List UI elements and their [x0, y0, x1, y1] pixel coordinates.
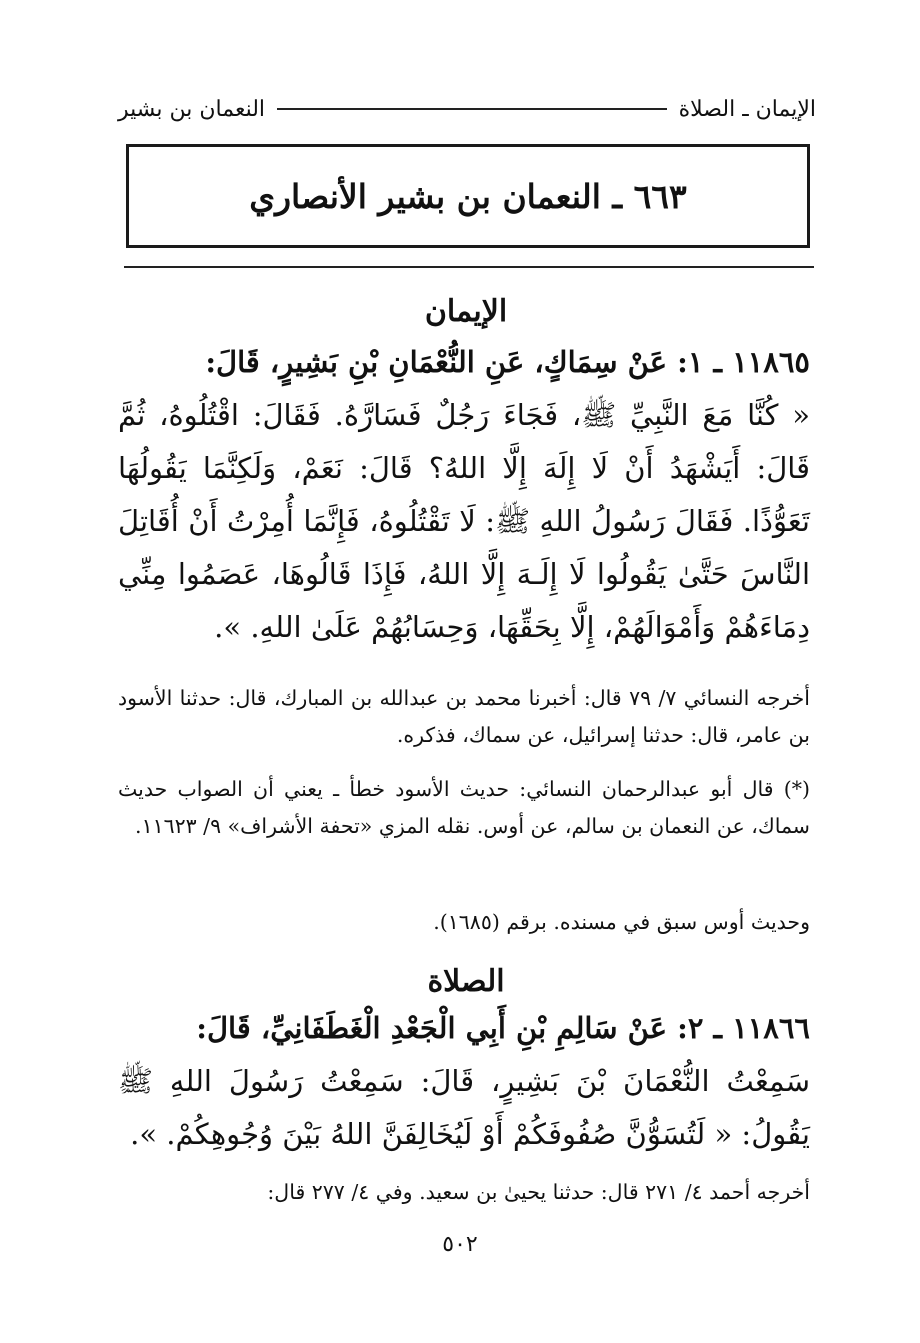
- hadith-text: سَمِعْتُ النُّعْمَانَ بْنَ بَشِيرٍ، قَالَ: سَمِعْتُ رَسُولَ اللهِ ﷺ يَقُولُ: « لَتُسَوُّنَّ صُفُوفَكُمْ أَوْ لَيُخَالِفَنَّ اللهُ بَيْنَ وُجُوهِكُمْ. ».: [118, 1064, 810, 1151]
- hadith-intro-text: ١١٨٦٦ ـ ٢: عَنْ سَالِمِ بْنِ أَبِي الْجَعْدِ الْغَطَفَانِيِّ، قَالَ:: [196, 1011, 810, 1045]
- section-title-iman: الإيمان: [424, 294, 508, 329]
- hadith-intro: [118, 1002, 810, 1055]
- page-number: ٥٠٢: [442, 1232, 478, 1257]
- header-rule: [277, 108, 667, 110]
- running-header: [118, 92, 816, 126]
- takhrij-note: أخرجه أحمد ٤/ ٢٧١ قال: حدثنا يحيىٰ بن سعيد. وفي ٤/ ٢٧٧ قال:: [267, 1180, 810, 1204]
- commentary-note: (*) قال أبو عبدالرحمان النسائي: حديث الأسود خطأ ـ يعني أن الصواب حديث سماك، عن النعمان بن سالم، عن أوس. نقله المزي «تحفة الأشراف» ٩/ ١١٦٢٣.: [118, 777, 810, 838]
- chapter-title: ٦٦٣ ـ النعمان بن بشير الأنصاري: [249, 176, 687, 216]
- running-header-section: الإيمان ـ الصلاة: [678, 96, 816, 122]
- hadith-text: « كُنَّا مَعَ النَّبِيِّ ﷺ، فَجَاءَ رَجُلٌ فَسَارَّهُ. فَقَالَ: اقْتُلُوهُ، ثُمَّ قَالَ: أَيَشْهَدُ أَنْ لَا إِلَهَ إِلَّا اللهُ؟ قَالَ: نَعَمْ، وَلَكِنَّمَا يَقُولُهَا تَعَوُّذًا. فَقَالَ رَسُولُ اللهِ ﷺ: لَا تَقْتُلُوهُ، فَإِنَّمَا أُمِرْتُ أَنْ أُقَاتِلَ النَّاسَ حَتَّىٰ يَقُولُوا لَا إِلَـهَ إِلَّا اللهُ، فَإِذَا قَالُوهَا، عَصَمُوا مِنِّي دِمَاءَهُمْ وَأَمْوَالَهُمْ، إِلَّا بِحَقِّهَا، وَحِسَابُهُمْ عَلَىٰ اللهِ. ».: [118, 398, 810, 644]
- hadith-intro-text: ١١٨٦٥ ـ ١: عَنْ سِمَاكٍ، عَنِ النُّعْمَانِ بْنِ بَشِيرٍ، قَالَ:: [205, 345, 810, 379]
- chapter-title-box: [126, 144, 810, 248]
- takhrij-note: أخرجه النسائي ٧/ ٧٩ قال: أخبرنا محمد بن عبدالله بن المبارك، قال: حدثنا الأسود بن عامر، قال: حدثنا إسرائيل، عن سماك، فذكره.: [118, 686, 810, 747]
- cross-reference-note: وحديث أوس سبق في مسنده. برقم (١٦٨٥).: [433, 910, 810, 934]
- running-header-chapter: النعمان بن بشير: [118, 96, 266, 122]
- title-divider: [124, 266, 814, 268]
- section-title-salat: الصلاة: [427, 964, 505, 999]
- hadith-intro: [118, 336, 810, 389]
